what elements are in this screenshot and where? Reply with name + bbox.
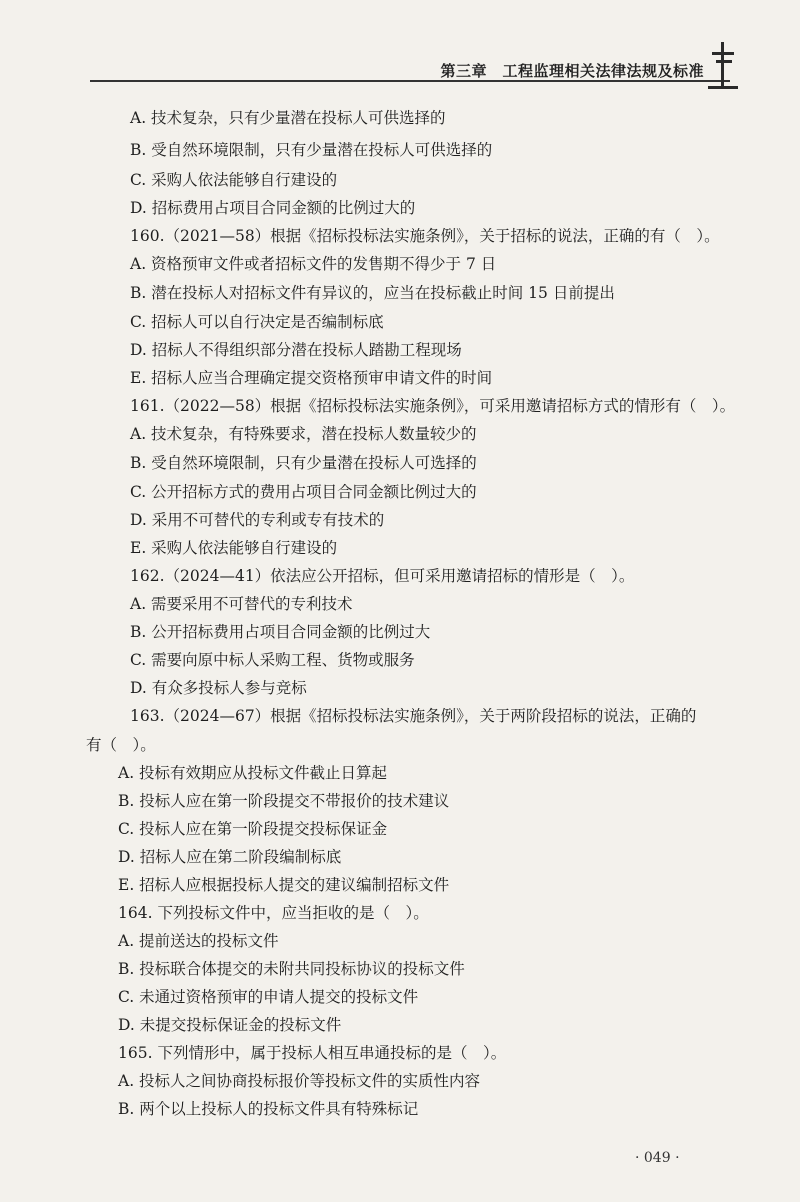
text-line: B. 投标人应在第一阶段提交不带报价的技术建议 xyxy=(118,792,450,810)
text-line: C. 投标人应在第一阶段提交投标保证金 xyxy=(118,820,388,838)
text-line: B. 投标联合体提交的未附共同投标协议的投标文件 xyxy=(118,960,465,978)
page-number: · 049 · xyxy=(635,1150,680,1166)
text-line: C. 采购人依法能够自行建设的 xyxy=(130,171,338,189)
text-line: 165. 下列情形中，属于投标人相互串通投标的是（ ）。 xyxy=(118,1044,507,1062)
text-line: 163.（2024—67）根据《招标投标法实施条例》，关于两阶段招标的说法，正确的 xyxy=(130,707,697,725)
text-line: B. 两个以上投标人的投标文件具有特殊标记 xyxy=(118,1100,419,1118)
text-line: D. 招标人不得组织部分潜在投标人踏勘工程现场 xyxy=(130,341,462,359)
text-line: 164. 下列投标文件中，应当拒收的是（ ）。 xyxy=(118,904,429,922)
text-line: C. 未通过资格预审的申请人提交的投标文件 xyxy=(118,988,419,1006)
text-line: A. 技术复杂，有特殊要求，潜在投标人数量较少的 xyxy=(130,425,477,443)
chapter-title: 第三章 工程监理相关法律法规及标准 xyxy=(440,62,704,80)
text-line: C. 公开招标方式的费用占项目合同金额比例过大的 xyxy=(130,483,477,501)
text-line: A. 投标有效期应从投标文件截止日算起 xyxy=(118,764,388,782)
text-line: D. 招标费用占项目合同金额的比例过大的 xyxy=(130,199,416,217)
text-line: C. 需要向原中标人采购工程、货物或服务 xyxy=(130,651,415,669)
text-line: B. 公开招标费用占项目合同金额的比例过大 xyxy=(130,623,431,641)
text-line: E. 采购人依法能够自行建设的 xyxy=(130,539,338,557)
text-line: D. 采用不可替代的专利或专有技术的 xyxy=(130,511,385,529)
text-line: A. 需要采用不可替代的专利技术 xyxy=(130,595,353,613)
text-line: E. 招标人应当合理确定提交资格预审申请文件的时间 xyxy=(130,369,493,387)
header-rule xyxy=(90,80,730,82)
signpost-icon xyxy=(706,40,740,92)
text-line: C. 招标人可以自行决定是否编制标底 xyxy=(130,313,384,331)
text-line: 162.（2024—41）依法应公开招标，但可采用邀请招标的情形是（ ）。 xyxy=(130,567,635,585)
text-line: 有（ ）。 xyxy=(86,736,156,754)
text-line: D. 未提交投标保证金的投标文件 xyxy=(118,1016,342,1034)
text-line: A. 技术复杂，只有少量潜在投标人可供选择的 xyxy=(130,109,446,127)
text-line: 160.（2021—58）根据《招标投标法实施条例》，关于招标的说法，正确的有（ ）。 xyxy=(130,227,720,245)
text-line: B. 受自然环境限制，只有少量潜在投标人可供选择的 xyxy=(130,141,493,159)
text-line: A. 提前送达的投标文件 xyxy=(118,932,279,950)
text-line: B. 受自然环境限制，只有少量潜在投标人可选择的 xyxy=(130,454,477,472)
text-line: B. 潜在投标人对招标文件有异议的，应当在投标截止时间 15 日前提出 xyxy=(130,284,615,302)
text-line: D. 有众多投标人参与竞标 xyxy=(130,679,307,697)
text-line: D. 招标人应在第二阶段编制标底 xyxy=(118,848,342,866)
text-line: 161.（2022—58）根据《招标投标法实施条例》，可采用邀请招标方式的情形有（ ）。 xyxy=(130,397,736,415)
text-line: E. 招标人应根据投标人提交的建议编制招标文件 xyxy=(118,876,450,894)
text-line: A. 资格预审文件或者招标文件的发售期不得少于 7 日 xyxy=(130,255,497,273)
text-line: A. 投标人之间协商投标报价等投标文件的实质性内容 xyxy=(118,1072,481,1090)
